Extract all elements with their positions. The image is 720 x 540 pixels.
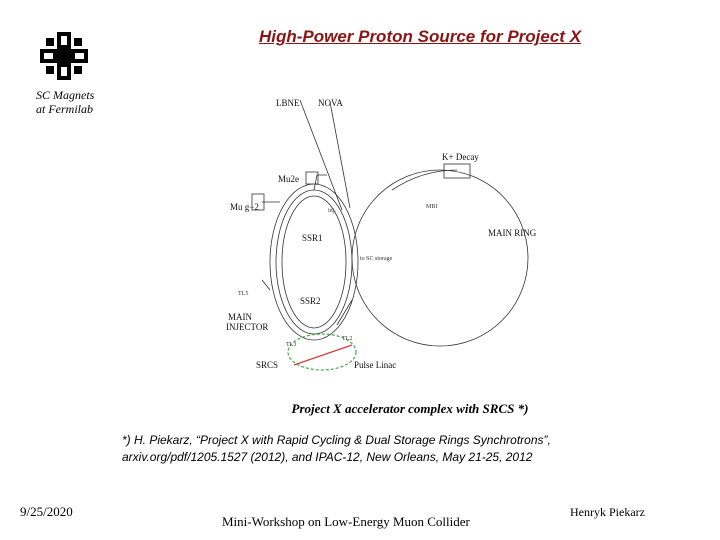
transfer-line-tl2 xyxy=(337,300,352,325)
kdecay-line xyxy=(392,170,457,190)
ssr-inner-ring xyxy=(282,196,346,328)
accelerator-complex-diagram xyxy=(222,90,537,390)
label-kdecay: K+ Decay xyxy=(442,152,479,162)
subtitle-line-2: at Fermilab xyxy=(36,102,93,116)
reference-line-2: arxiv.org/pdf/1205.1527 (2012), and IPAC-12, New Orleans, May 21-25, 2012 xyxy=(122,450,533,464)
reference-line-1: *) H. Piekarz, “Project X with Rapid Cycling & Dual Storage Rings Synchrotrons”, xyxy=(122,433,551,447)
label-mug2: Mu g−2 xyxy=(230,202,259,212)
footer-author: Henryk Piekarz xyxy=(570,505,645,519)
label-tl3: TL3 xyxy=(286,342,297,348)
transfer-line-tl5 xyxy=(262,280,270,290)
figure-caption: Project X accelerator complex with SRCS *) xyxy=(291,401,529,416)
lbne-beamline xyxy=(300,100,342,210)
kdecay-box xyxy=(444,164,470,178)
label-main: MAIN xyxy=(228,312,252,322)
footer-date: 9/25/2020 xyxy=(20,504,73,519)
label-srcs: SRCS xyxy=(256,360,279,370)
label-tl5: TL5 xyxy=(238,291,249,297)
label-nova: NOVA xyxy=(318,98,343,108)
slide-title: High-Power Proton Source for Project X xyxy=(258,27,582,46)
footer-center-text: Mini-Workshop on Low-Energy Muon Collider xyxy=(222,514,470,529)
label-ssr1: SSR1 xyxy=(302,233,323,243)
ssr2-ring xyxy=(270,184,358,340)
reference-note xyxy=(122,432,642,466)
pulse-linac-line xyxy=(294,345,352,365)
label-to-storage: to SC storage xyxy=(360,256,393,262)
label-ssr2: SSR2 xyxy=(300,296,321,306)
label-injection: inj. xyxy=(328,208,336,214)
fermilab-logo-icon xyxy=(38,30,90,82)
subtitle xyxy=(36,88,94,116)
label-pulse-linac: Pulse Linac xyxy=(354,360,397,370)
label-injector: INJECTOR xyxy=(226,322,269,332)
label-mbi: MBI xyxy=(426,204,438,210)
label-lbne: LBNE xyxy=(276,98,300,108)
label-mu2e: Mu2e xyxy=(278,174,299,184)
mu2e-line xyxy=(314,175,327,190)
label-tl2: TL2 xyxy=(342,336,353,342)
subtitle-line-1: SC Magnets xyxy=(36,88,95,102)
label-main-ring: MAIN RING xyxy=(488,228,537,238)
ssr1-ring xyxy=(276,190,352,334)
nova-beamline xyxy=(330,102,350,208)
